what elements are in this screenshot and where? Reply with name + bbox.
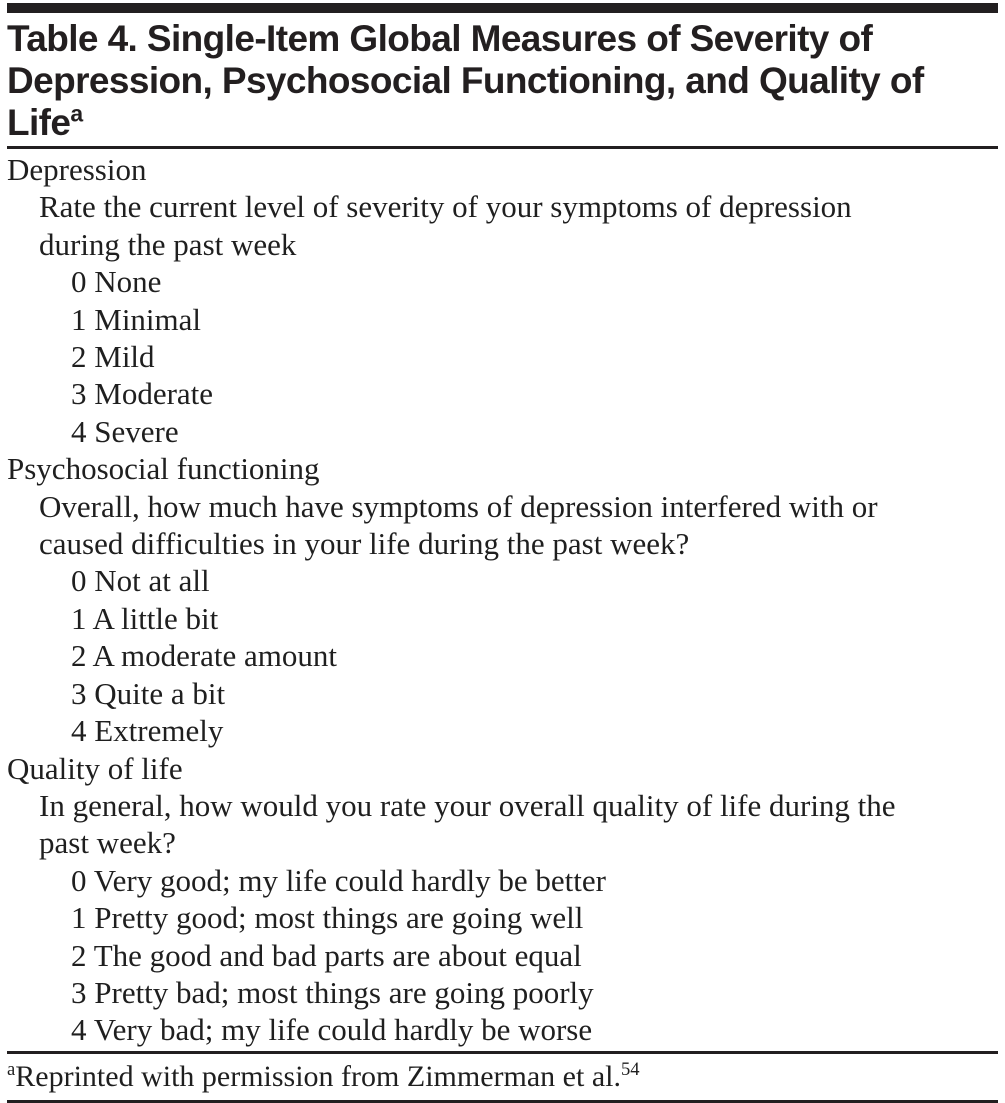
footnote-marker: a	[7, 1058, 16, 1080]
section-header-depression: Depression	[7, 152, 147, 187]
option-item: 1 Minimal	[71, 301, 202, 337]
table-title-line-1: Table 4. Single-Item Global Measures of Severity of	[7, 18, 873, 59]
option-item: 4 Severe	[71, 413, 179, 449]
question-line: past week?	[39, 825, 176, 861]
journal-table-figure	[0, 3, 1005, 1093]
top-rule-thick	[7, 3, 998, 13]
title-footnote-marker: a	[70, 100, 83, 127]
option-item: 2 Mild	[71, 339, 155, 375]
table-body	[7, 151, 998, 1049]
table-title-line-2	[7, 60, 998, 144]
option-item: 4 Extremely	[71, 713, 224, 749]
question-line: In general, how would you rate your overall quality of life during the	[39, 787, 896, 823]
question-line: caused difficulties in your life during the past week?	[39, 526, 690, 562]
option-item: 0 Very good; my life could hardly be better	[71, 862, 606, 898]
table-title	[7, 18, 998, 144]
option-item: 3 Quite a bit	[71, 675, 226, 711]
title-rule-thin	[7, 146, 998, 149]
option-item: 0 None	[71, 264, 162, 300]
option-item: 2 The good and bad parts are about equal	[71, 937, 582, 973]
option-item: 4 Very bad; my life could hardly be worse	[71, 1012, 593, 1048]
footnote-text: Reprinted with permission from Zimmerman et al.	[15, 1059, 621, 1093]
option-item: 3 Moderate	[71, 376, 214, 412]
option-item: 3 Pretty bad; most things are going poorly	[71, 974, 594, 1010]
option-item: 0 Not at all	[71, 563, 210, 599]
table-footnote	[7, 1054, 998, 1100]
question-line: Overall, how much have symptoms of depression interfered with or	[39, 488, 878, 524]
question-line: Rate the current level of severity of your symptoms of depression	[39, 189, 852, 225]
footnote-rule-bottom	[7, 1100, 998, 1103]
option-item: 1 A little bit	[71, 600, 219, 636]
section-header-quality-of-life: Quality of life	[7, 750, 183, 786]
table-title-line-2-text: Depression, Psychosocial Functioning, and Quality of Life	[7, 60, 924, 143]
question-line: during the past week	[39, 226, 297, 262]
footnote-reference-number: 54	[620, 1058, 640, 1080]
section-header-psychosocial-functioning: Psychosocial functioning	[7, 451, 320, 487]
option-item: 2 A moderate amount	[71, 638, 338, 674]
option-item: 1 Pretty good; most things are going well	[71, 900, 584, 936]
